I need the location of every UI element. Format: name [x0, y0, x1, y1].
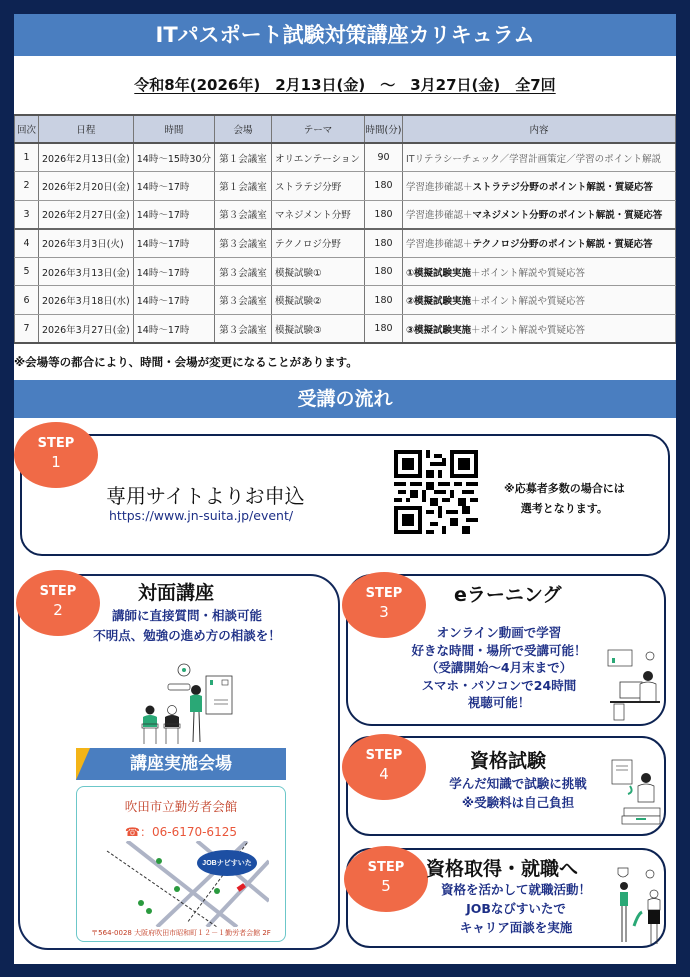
table-row: [15, 257, 676, 286]
step4-description: 学んだ知識で試験に挑戦 ※受験料は自己負担: [449, 776, 587, 810]
classroom-illustration-icon: [134, 662, 244, 746]
table-row: [15, 315, 676, 344]
cell-time: 14時～15時30分: [133, 143, 214, 172]
cell-content: 学習進捗確認＋マネジメント分野のポイント解説・質疑応答: [403, 200, 676, 229]
cell-date: 2026年2月13日(金): [39, 143, 134, 172]
cell-room: 第１会議室: [215, 143, 272, 172]
cell-minutes: 180: [365, 286, 403, 315]
cell-no: 2: [15, 172, 39, 201]
exam-illustration-icon: [610, 758, 666, 834]
apply-url-link[interactable]: https://www.jn-suita.jp/event/: [109, 508, 294, 523]
cell-minutes: 180: [365, 172, 403, 201]
cell-no: 3: [15, 200, 39, 229]
venue-address: 〒564-0028 大阪府吹田市昭和町１２－１勤労者会館 2F: [91, 929, 271, 937]
table-row: [15, 200, 676, 229]
cell-theme: 模擬試験①: [272, 257, 365, 286]
cell-minutes: 180: [365, 315, 403, 344]
cell-theme: オリエンテーション: [272, 143, 365, 172]
schedule-change-note: ※会場等の都合により、時間・会場が変更になることがあります。: [14, 355, 358, 369]
cell-content: ③模擬試験実施＋ポイント解説や質疑応答: [403, 315, 676, 344]
cell-theme: 模擬試験②: [272, 286, 365, 315]
page-title: ITパスポート試験対策講座カリキュラム: [14, 14, 676, 56]
cell-no: 6: [15, 286, 39, 315]
qr-code-icon[interactable]: [394, 450, 478, 534]
venue-map-icon[interactable]: [97, 841, 269, 927]
cell-room: 第３会議室: [215, 286, 272, 315]
table-row: [15, 229, 676, 258]
step5-description: 資格を活かして就職活動！ JOBなびすいたで キャリア面談を実施: [440, 882, 591, 935]
cell-minutes: 180: [365, 257, 403, 286]
step4-badge: STEP 4: [342, 734, 426, 800]
cell-minutes: 180: [365, 229, 403, 258]
cell-no: 5: [15, 257, 39, 286]
step2-description: 講師に直接質問・相談可能 不明点、勉強の進め方の相談を！: [93, 608, 281, 643]
cell-no: 4: [15, 229, 39, 258]
cell-time: 14時～17時: [133, 172, 214, 201]
step5-title: 資格取得・就職へ: [426, 858, 579, 880]
flyer-sheet: [14, 14, 676, 964]
table-row: [15, 172, 676, 201]
cell-theme: ストラテジ分野: [272, 172, 365, 201]
cell-theme: 模擬試験③: [272, 315, 365, 344]
step5-badge: STEP 5: [344, 846, 428, 912]
cell-date: 2026年3月3日(火): [39, 229, 134, 258]
cell-date: 2026年3月13日(金): [39, 257, 134, 286]
cell-theme: マネジメント分野: [272, 200, 365, 229]
step1-badge: STEP 1: [14, 422, 98, 488]
cell-time: 14時～17時: [133, 286, 214, 315]
col-header: 時間(分): [365, 115, 403, 143]
career-illustration-icon: [614, 866, 666, 948]
venue-card: [76, 786, 286, 942]
col-header: テーマ: [272, 115, 365, 143]
col-header: 時間: [133, 115, 214, 143]
step2-title: 対面講座: [138, 582, 215, 604]
cell-time: 14時～17時: [133, 315, 214, 344]
col-header: 内容: [403, 115, 676, 143]
cell-content: ①模擬試験実施＋ポイント解説や質疑応答: [403, 257, 676, 286]
venue-phone[interactable]: ☎：06-6170-6125: [125, 825, 237, 839]
step4-title: 資格試験: [470, 750, 547, 772]
curriculum-table: [14, 114, 676, 344]
elearning-illustration-icon: [606, 646, 662, 722]
venue-name: 吹田市立勤労者会館: [124, 799, 238, 814]
cell-room: 第３会議室: [215, 229, 272, 258]
col-header: 日程: [39, 115, 134, 143]
cell-content: ②模擬試験実施＋ポイント解説や質疑応答: [403, 286, 676, 315]
step3-badge: STEP 3: [342, 572, 426, 638]
cell-date: 2026年3月18日(水): [39, 286, 134, 315]
table-row: [15, 143, 676, 172]
svg-text:JOBナビすいた: JOBナビすいた: [202, 860, 252, 867]
cell-content: 学習進捗確認＋ストラテジ分野のポイント解説・質疑応答: [403, 172, 676, 201]
course-dates: 令和8年(2026年) 2月13日(金) ～ 3月27日(金) 全7回: [134, 76, 556, 94]
step3-title: eラーニング: [454, 584, 562, 606]
cell-minutes: 90: [365, 143, 403, 172]
step3-description: オンライン動画で学習 好きな時間・場所で受講可能！ （受講開始～4月末まで） スマホ・パソコンで24時間 視聴可能！: [411, 625, 587, 710]
cell-room: 第３会議室: [215, 257, 272, 286]
cell-date: 2026年2月20日(金): [39, 172, 134, 201]
cell-content: ITリテラシーチェック／学習計画策定／学習のポイント解説: [403, 143, 676, 172]
cell-room: 第３会議室: [215, 200, 272, 229]
table-row: [15, 286, 676, 315]
table-header-row: [15, 115, 676, 143]
cell-time: 14時～17時: [133, 229, 214, 258]
step2-badge: STEP 2: [16, 570, 100, 636]
cell-no: 1: [15, 143, 39, 172]
cell-date: 2026年3月27日(金): [39, 315, 134, 344]
cell-room: 第１会議室: [215, 172, 272, 201]
venue-heading: 講座実施会場: [76, 748, 286, 780]
cell-time: 14時～17時: [133, 257, 214, 286]
cell-content: 学習進捗確認＋テクノロジ分野のポイント解説・質疑応答: [403, 229, 676, 258]
col-header: 会場: [215, 115, 272, 143]
step1-title: 専用サイトよりお申込: [106, 484, 305, 508]
cell-no: 7: [15, 315, 39, 344]
flow-title: 受講の流れ: [14, 380, 676, 418]
cell-theme: テクノロジ分野: [272, 229, 365, 258]
col-header: 回次: [15, 115, 39, 143]
cell-time: 14時～17時: [133, 200, 214, 229]
selection-note: ※応募者多数の場合には 選考となります。: [504, 482, 625, 515]
cell-minutes: 180: [365, 200, 403, 229]
cell-date: 2026年2月27日(金): [39, 200, 134, 229]
cell-room: 第３会議室: [215, 315, 272, 344]
